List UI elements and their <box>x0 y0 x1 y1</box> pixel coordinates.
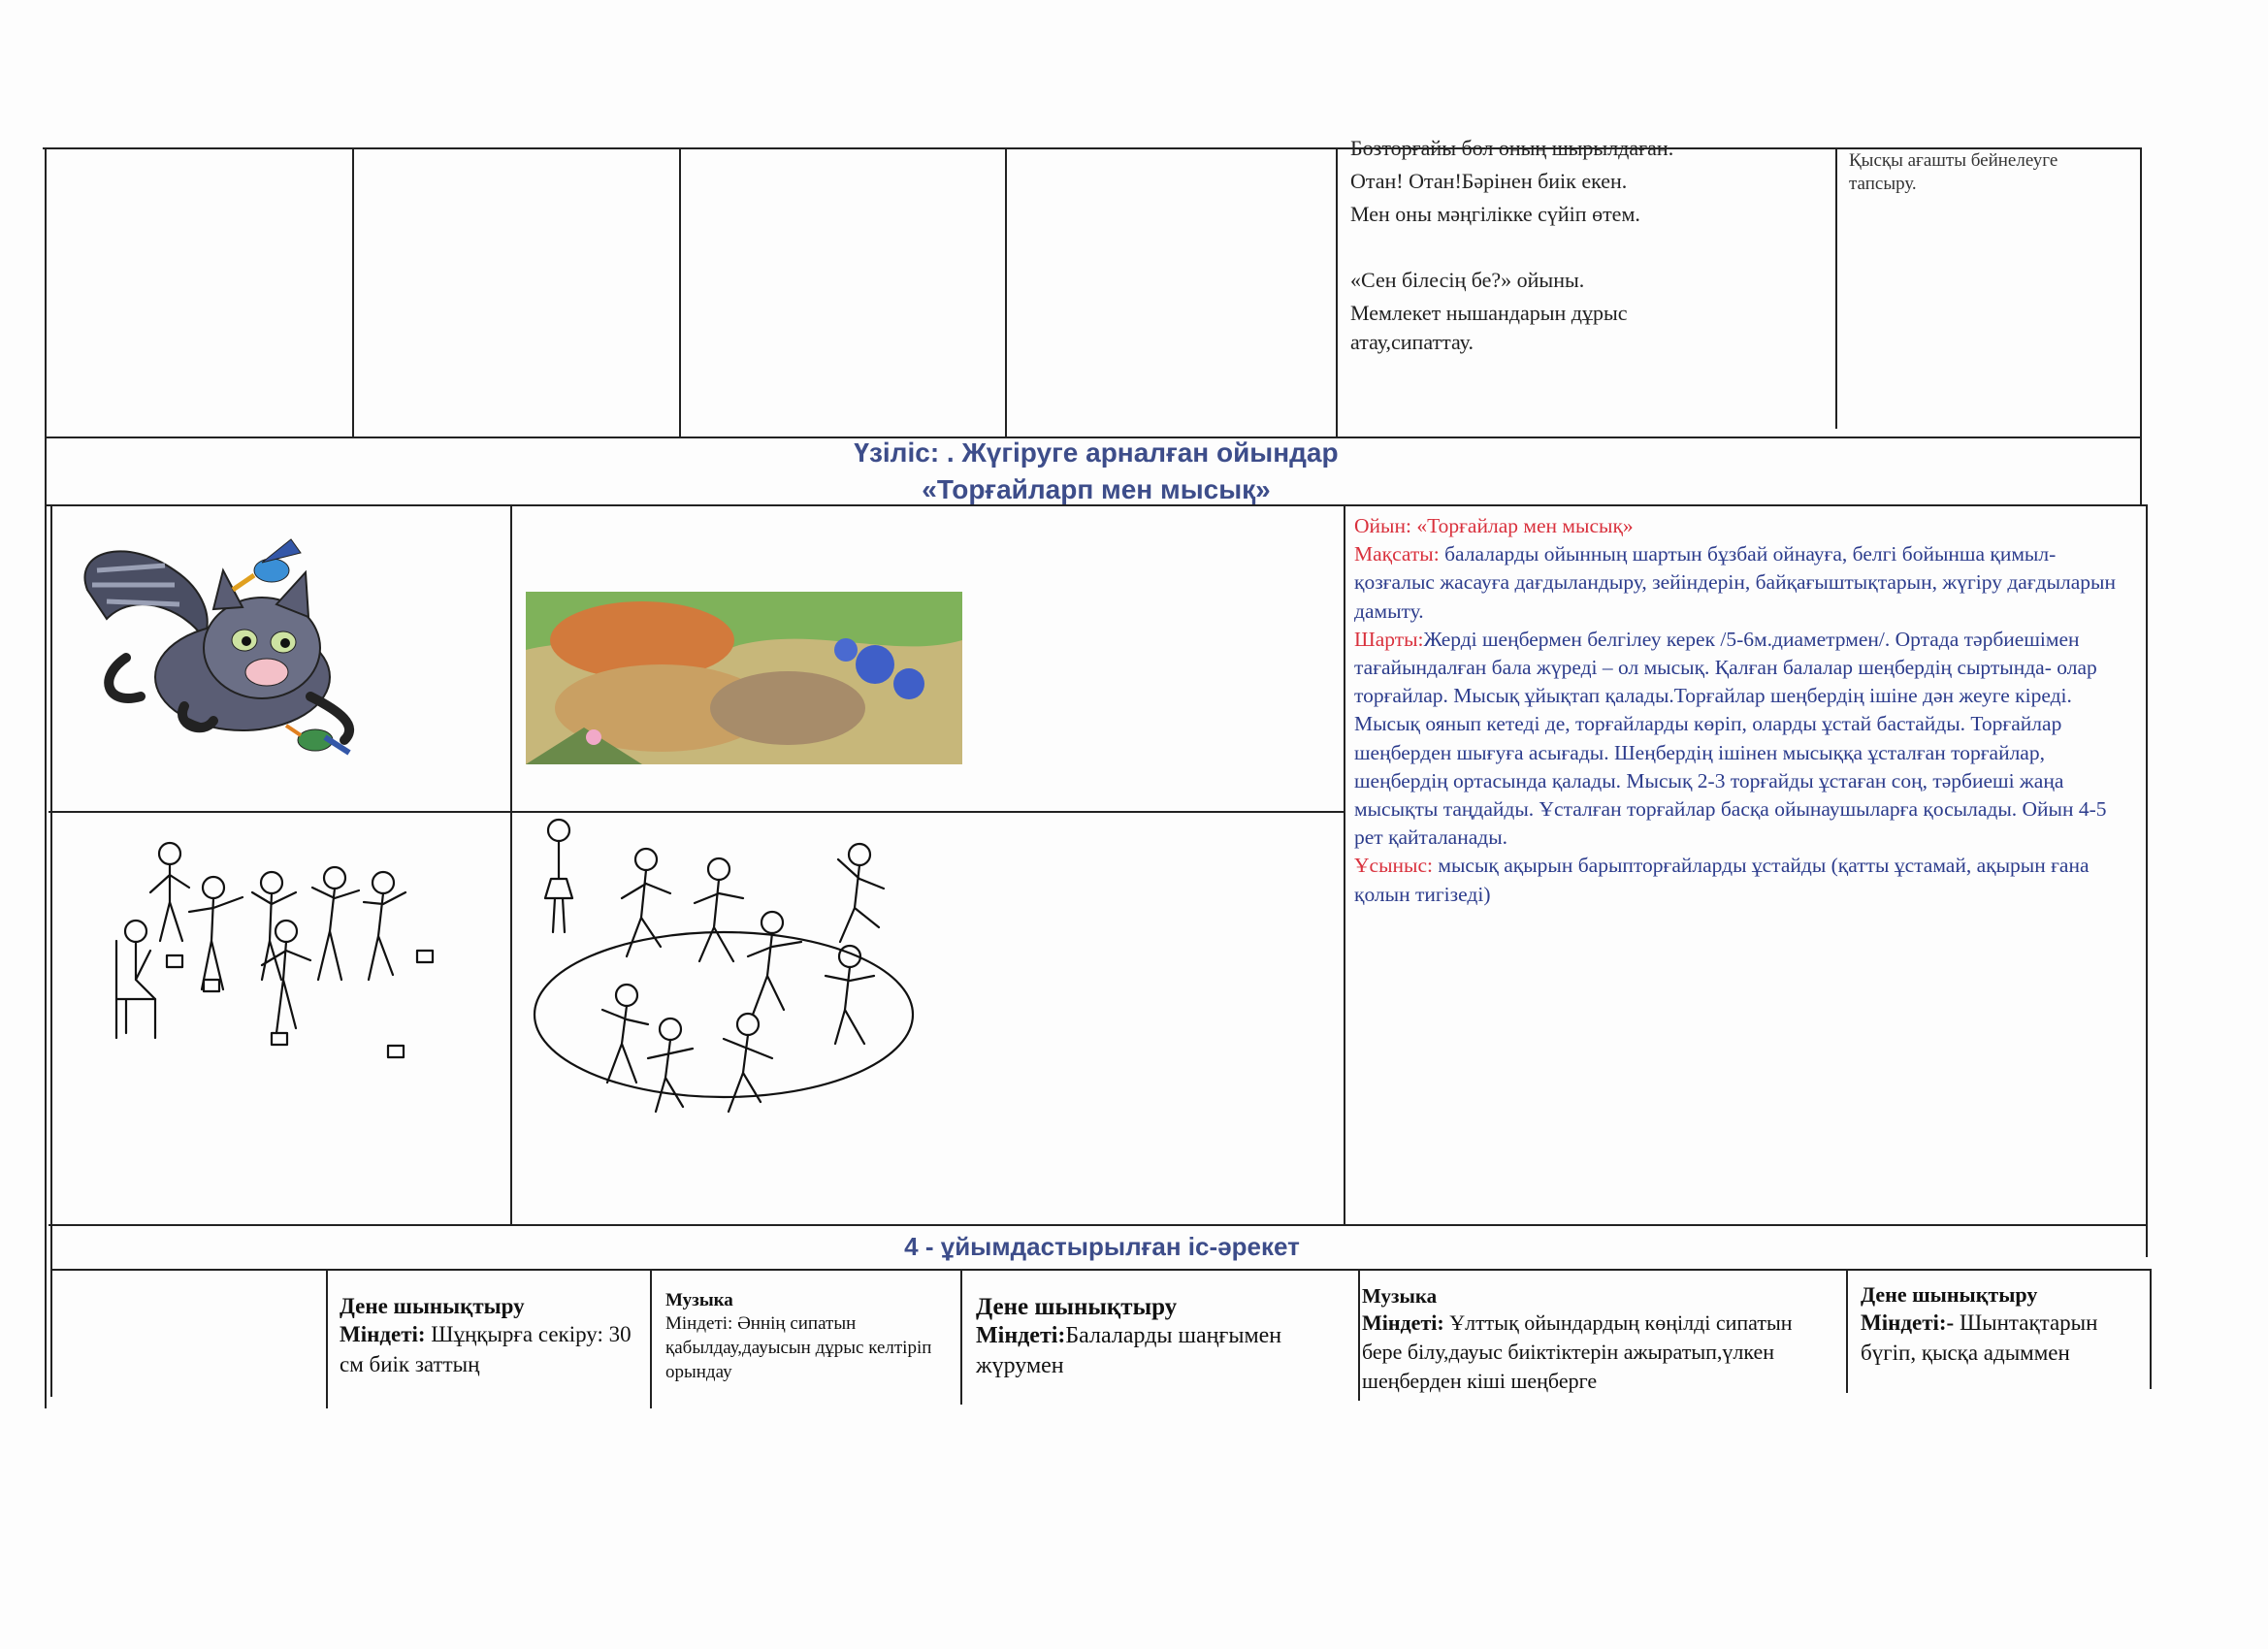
bottom-cell-music-1 <box>665 1290 956 1384</box>
subject-title: Музыка <box>665 1290 733 1310</box>
task-label: Міндеті:- <box>1861 1310 1955 1335</box>
circle-game-drawing <box>530 811 918 1141</box>
task-label: Міндеті: <box>1362 1310 1444 1335</box>
break-heading <box>47 435 2146 508</box>
subject-title: Дене шынықтыру <box>340 1294 525 1318</box>
game-description <box>1354 512 2134 909</box>
subject-title: Дене шынықтыру <box>976 1294 1178 1320</box>
poem-block <box>1350 132 1826 359</box>
table-border-left <box>45 147 47 1408</box>
bottom-col-divider-1 <box>326 1269 328 1408</box>
bottom-cell-physical-3 <box>1861 1282 2142 1368</box>
subject-title: Музыка <box>1362 1284 1438 1308</box>
drawing-task <box>1849 149 2130 196</box>
task-label: Міндеті: <box>340 1322 426 1346</box>
cat-in-grass-illustration <box>526 592 962 764</box>
section4-heading: 4 - ұйымдастырылған іс-әрекет <box>904 1232 1300 1261</box>
bottom-cell-physical-2 <box>976 1294 1345 1381</box>
section4-heading-bottom <box>52 1269 2152 1271</box>
suggestion-text: мысық ақырын барыпторғайларды ұстайды (қатты ұстамай, ақырын ғана қолын тигізеді) <box>1354 854 2090 906</box>
bottom-border-right <box>2150 1269 2152 1389</box>
task-text: Шұңқырға секіру: 30 см биік заттың <box>340 1322 632 1376</box>
game-col-divider-2 <box>1344 504 1345 1224</box>
row1-col-divider-5 <box>1835 147 1837 429</box>
poem-line: Бозторғайы бол оның шырылдаған. <box>1350 136 1674 160</box>
subject-title: Дене шынықтыру <box>1861 1282 2038 1307</box>
drawing-task-line: тапсыру. <box>1849 174 1917 194</box>
task-label: Міндеті: <box>665 1313 733 1334</box>
cat-figure <box>84 551 349 740</box>
game-label: Ойын: <box>1354 514 1411 537</box>
game-col-divider-1 <box>510 504 512 1224</box>
row1-col-divider-3 <box>1005 147 1007 436</box>
bottom-cell-physical-1 <box>340 1294 640 1379</box>
bottom-col-divider-5 <box>1846 1269 1848 1393</box>
break-heading-line2: «Торғайларп мен мысық» <box>922 474 1271 504</box>
task-text: Әннің сипатын қабылдау,дауысын дұрыс келтіріп орындау <box>665 1313 932 1382</box>
bottom-col-divider-4 <box>1358 1269 1360 1401</box>
drawing-task-line: Қысқы ағашты бейнелеуге <box>1849 150 2058 171</box>
goal-text: балаларды ойынның шартын бұзбай ойнауға, белгі бойынша қимыл-қозғалыс жасауға дағдыландыру, зейіндерін, байқағыштықтарын, жүгіру дағдыларын дамыту. <box>1354 542 2116 623</box>
task-text: Ұлттық ойындардың көңілді сипатын бере білу,дауыс биіктіктерін ажыратып,үлкен шеңберден кіші шеңберге <box>1362 1310 1793 1393</box>
poem-line: Мен оны мәңгілікке сүйіп өтем. <box>1350 202 1640 226</box>
quiz-game-goal-cont: атау,сипаттау. <box>1350 330 1474 354</box>
bottom-cell-music-2 <box>1362 1284 1837 1396</box>
rules-text: Жерді шеңбермен белгілеу керек /5-6м.диаметрмен/. Ортада тәрбиешімен тағайындалған бала жүреді – ол мысық. Қалған балалар шеңбердің сыртында- олар торғайлар. Мысық ұйықтап қалады.Торғайлар шеңбердің ішіне дән жеуге кіреді. Мысық оянып кетеді де, торғайларды көріп, оларды ұстай бастайды. Торғайлар шеңберден шығуға асығады. Шеңбердің ішінен мысыққа ұсталған торғайлар, шеңбердің ортасында қалады. Мысық 2-3 торғайды ұстаған соң, тәрбиеші жаңа мысықты таңдайды. Ұсталған торғайлар басқа ойынаушыларға қосылады. Ойын 4-5 рет қайталанады. <box>1354 627 2107 850</box>
bottom-col-divider-2 <box>650 1269 652 1408</box>
row1-col-divider-1 <box>352 147 354 436</box>
row1-col-divider-2 <box>679 147 681 436</box>
goal-label: Мақсаты: <box>1354 542 1440 566</box>
bottom-col-divider-3 <box>960 1269 962 1405</box>
quiz-game-title: «Сен білесің бе?» ойыны. <box>1350 268 1585 292</box>
table-border-right-lower <box>2146 504 2148 1257</box>
poem-line: Отан! Отан!Бәрінен биік екен. <box>1350 169 1628 193</box>
bird-figure-top <box>233 539 301 590</box>
quiz-game-goal: Мемлекет нышандарын дұрыс <box>1350 301 1628 325</box>
suggestion-label: Ұсыныс: <box>1354 854 1433 878</box>
task-label: Міндеті: <box>976 1323 1066 1348</box>
rules-label: Шарты: <box>1354 627 1424 651</box>
row1-col-divider-4 <box>1336 147 1338 436</box>
cat-and-birds-illustration <box>68 532 388 764</box>
children-exercise-drawing <box>97 834 456 1086</box>
task-text: Балаларды шаңғымен жүрумен <box>976 1323 1282 1378</box>
break-heading-line1: Үзіліс: . Жүгіруге арналған ойындар <box>854 437 1339 468</box>
game-name: «Торғайлар мен мысық» <box>1416 514 1634 537</box>
task-text: Шынтақтарын бүгіп, қысқа адыммен <box>1861 1310 2098 1365</box>
